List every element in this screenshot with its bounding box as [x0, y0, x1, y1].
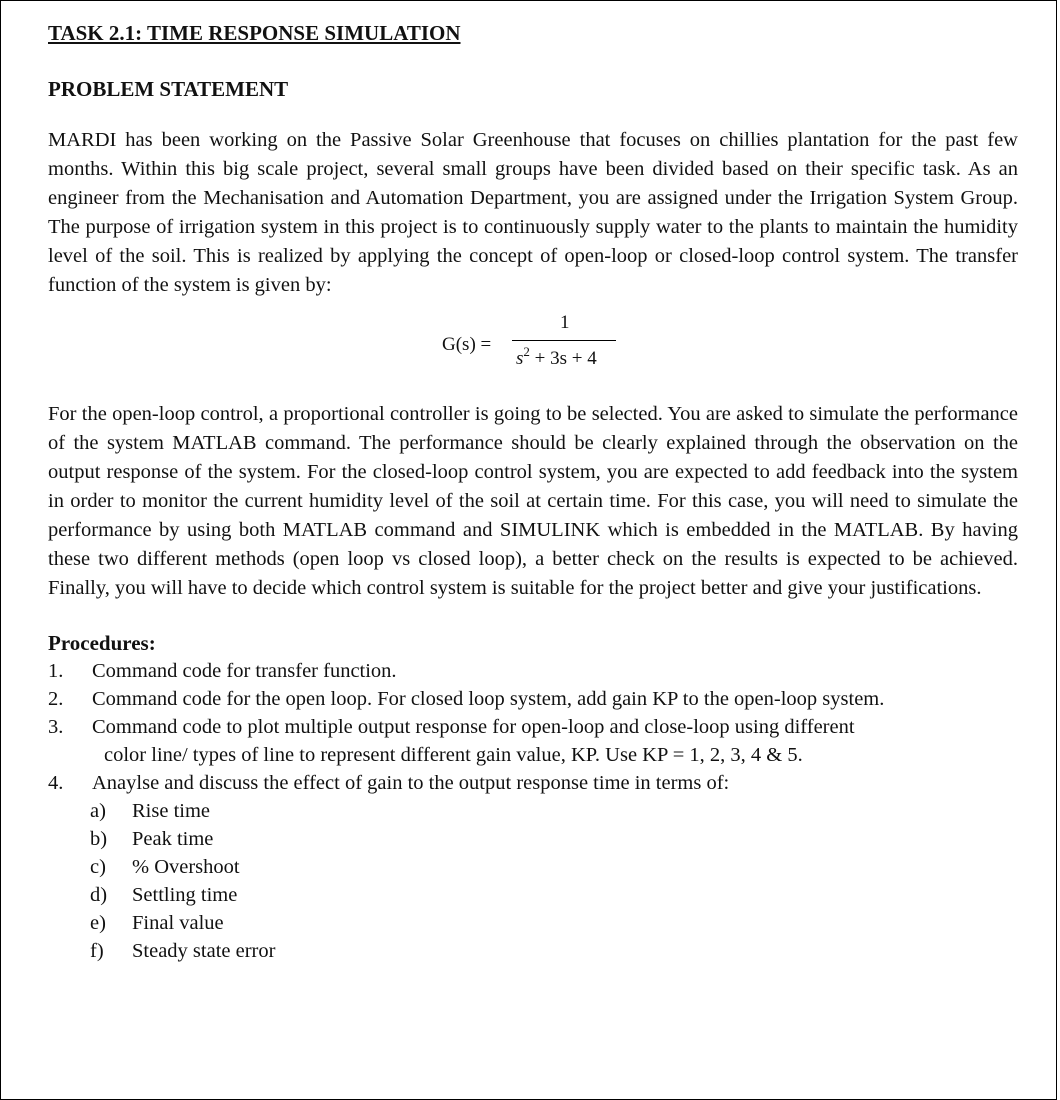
procedures-list	[48, 657, 1018, 965]
procedures-heading: Procedures:	[48, 631, 156, 655]
transfer-function-equation	[48, 310, 1018, 400]
equation-denominator: $s^2 + 3s + 4$	[516, 344, 597, 369]
analysis-sublist	[90, 797, 1018, 965]
section-heading: PROBLEM STATEMENT	[48, 77, 289, 101]
sub-item: a) Rise time	[90, 800, 211, 822]
sub-item: f) Steady state error	[90, 940, 276, 962]
sub-item: b) Peak time	[90, 828, 214, 850]
procedure-item: 2. Command code for the open loop. For closed loop system, add gain KP to the open-loop system.	[48, 688, 885, 710]
problem-paragraph-1: MARDI has been working on the Passive Solar Greenhouse that focuses on chillies plantation for the past few months. Within this big scale project, several small groups have been divided based on their specific task. As an engineer from the Mechanisation and Automation Department, you are assigned under the Irrigation System Group. The purpose of irrigation system in this project is to continuously supply water to the plants to maintain the humidity level of the soil. This is realized by applying the concept of open-loop or closed-loop control system. The transfer function of the system is given by:	[48, 129, 1018, 296]
procedure-item: 4. Anaylse and discuss the effect of gain to the output response time in terms of: a) Rise time b) Peak time c) % Overshoot d) Settling time e) Final value f) Steady state error	[48, 769, 1018, 965]
procedure-item: 1. Command code for transfer function.	[48, 660, 397, 682]
document	[48, 18, 1018, 965]
equation-numerator: 1	[560, 312, 570, 333]
fraction-bar	[512, 340, 616, 341]
task-title: TASK 2.1: TIME RESPONSE SIMULATION	[48, 21, 461, 45]
sub-item: c) % Overshoot	[90, 856, 240, 878]
equation-lhs: G(s) =	[442, 334, 492, 355]
problem-paragraph-2: For the open-loop control, a proportional controller is going to be selected. You are asked to simulate the performance of the system MATLAB command. The performance should be clearly explained through the observation on the output response of the system. For the closed-loop control system, you are expected to add feedback into the system in order to monitor the current humidity level of the soil at certain time. For this case, you will need to simulate the performance by using both MATLAB command and SIMULINK which is embedded in the MATLAB. By having these two different methods (open loop vs closed loop), a better check on the results is expected to be achieved. Finally, you will have to decide which control system is suitable for the project better and give your justifications.	[48, 403, 1018, 599]
procedure-item: 3. Command code to plot multiple output response for open-loop and close-loop using different color line/ types of line to represent different gain value, KP. Use KP = 1, 2, 3, 4 & 5.	[48, 716, 855, 766]
sub-item: d) Settling time	[90, 884, 238, 906]
sub-item: e) Final value	[90, 912, 224, 934]
